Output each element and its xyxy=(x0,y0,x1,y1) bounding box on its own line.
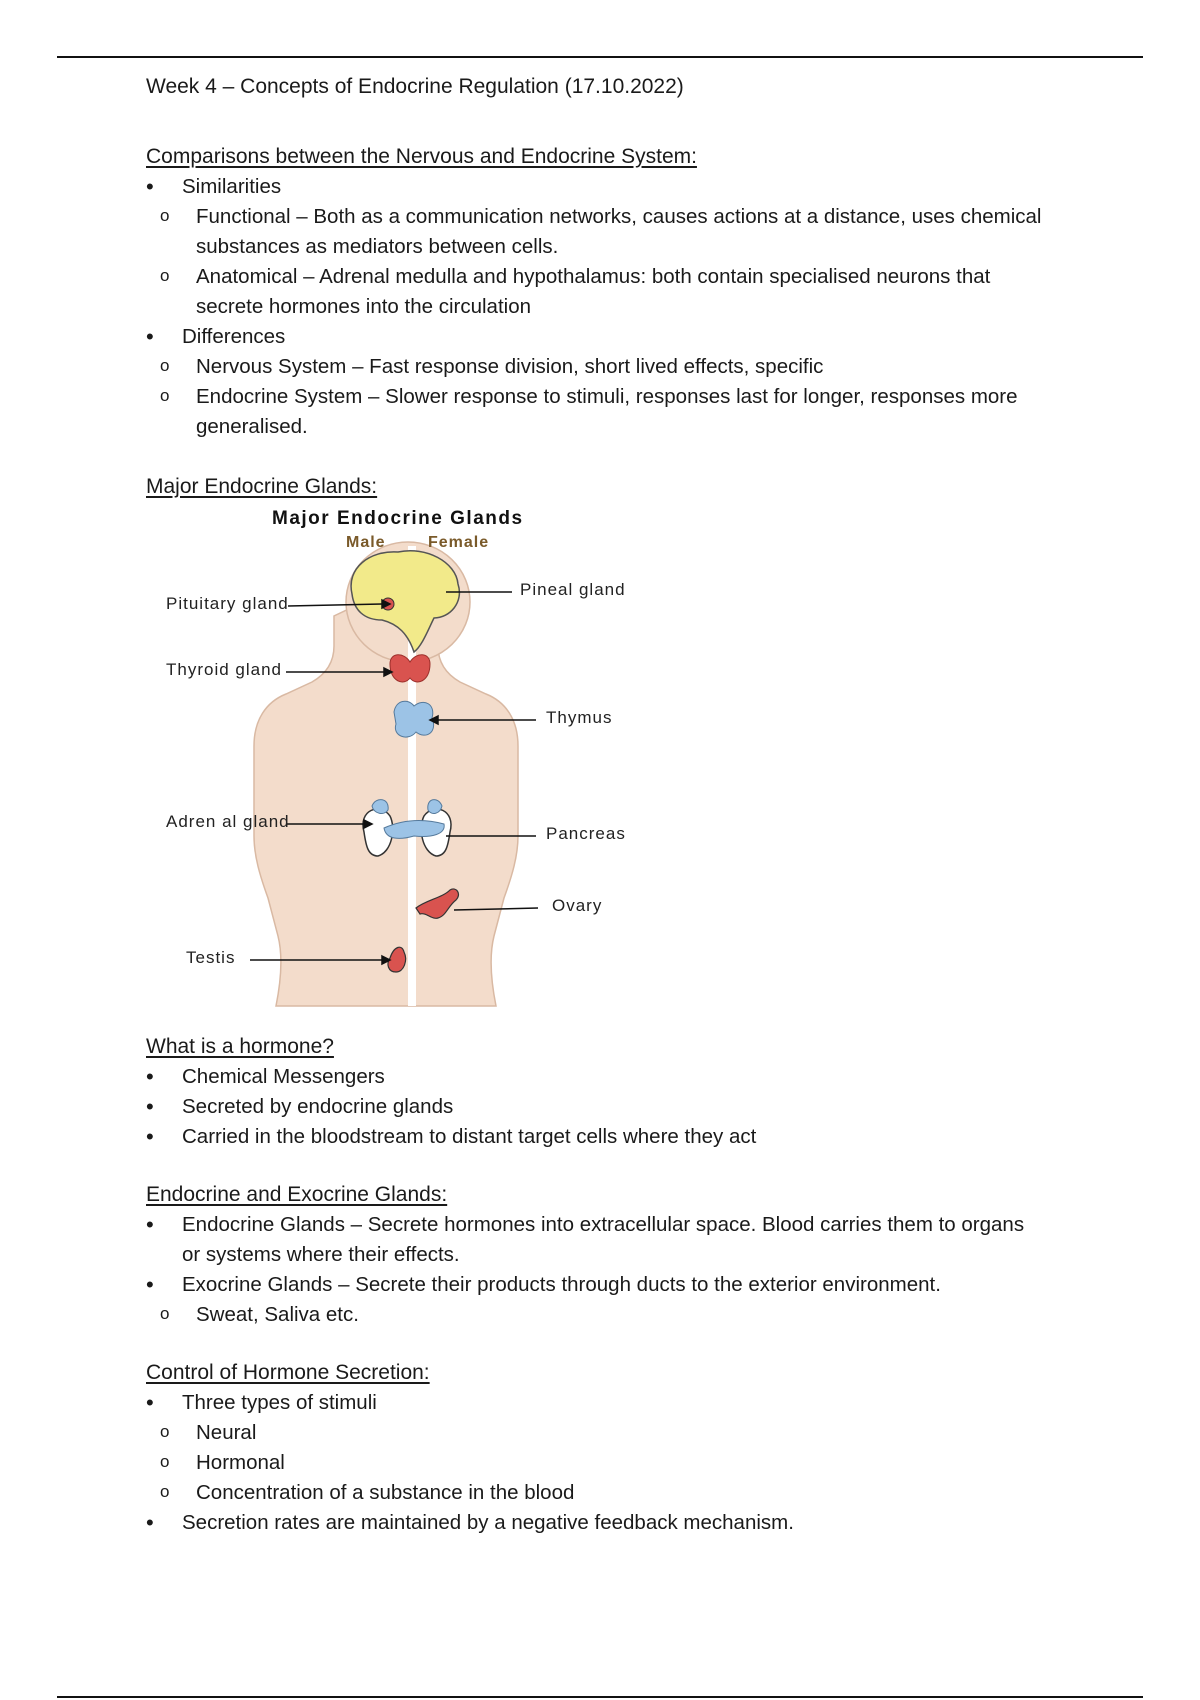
heading-control: Control of Hormone Secretion: xyxy=(146,1361,430,1384)
list-item: • Three types of stimuli xyxy=(146,1388,1046,1418)
list-item: o Hormonal xyxy=(146,1448,1046,1478)
list-item: • Carried in the bloodstream to distant target cells where they act xyxy=(146,1122,1046,1152)
label-pituitary: Pituitary gland xyxy=(166,594,289,613)
exocrine-list xyxy=(146,1210,1046,1330)
label-testis: Testis xyxy=(186,948,236,967)
document-page xyxy=(146,72,1046,1538)
list-item: • Similarities xyxy=(146,172,1046,202)
figure-title: Major Endocrine Glands xyxy=(272,508,524,529)
label-pancreas: Pancreas xyxy=(546,824,626,843)
figure-label-male: Male xyxy=(346,534,386,551)
control-list xyxy=(146,1388,1046,1538)
label-thyroid: Thyroid gland xyxy=(166,660,283,679)
heading-hormone: What is a hormone? xyxy=(146,1035,334,1058)
comparisons-list xyxy=(146,172,1046,442)
list-item: o Neural xyxy=(146,1418,1046,1448)
label-adrenal: Adren al gland xyxy=(166,812,290,831)
list-item: • Endocrine Glands – Secrete hormones into extracellular space. Blood carries them to organs or systems where their effects. xyxy=(146,1210,1046,1270)
hormone-list xyxy=(146,1062,1046,1152)
list-item: • Exocrine Glands – Secrete their products through ducts to the exterior environment. xyxy=(146,1270,1046,1300)
page-title: Week 4 – Concepts of Endocrine Regulation (17.10.2022) xyxy=(146,75,684,98)
figure-label-female: Female xyxy=(428,534,490,551)
endocrine-glands-figure xyxy=(146,506,706,1026)
list-item: o Concentration of a substance in the blood xyxy=(146,1478,1046,1508)
label-pineal: Pineal gland xyxy=(520,580,626,599)
heading-exocrine: Endocrine and Exocrine Glands: xyxy=(146,1183,448,1206)
bottom-rule xyxy=(57,1696,1143,1698)
list-item: o Functional – Both as a communication networks, causes actions at a distance, uses chemical substances as mediators between cells. xyxy=(146,202,1046,262)
list-item: o Nervous System – Fast response division, short lived effects, specific xyxy=(146,352,1046,382)
label-thymus: Thymus xyxy=(546,708,613,727)
list-item: • Differences xyxy=(146,322,1046,352)
list-item: • Chemical Messengers xyxy=(146,1062,1046,1092)
label-ovary: Ovary xyxy=(552,896,603,915)
thymus xyxy=(394,701,434,737)
list-item: • Secreted by endocrine glands xyxy=(146,1092,1046,1122)
list-item: • Secretion rates are maintained by a negative feedback mechanism. xyxy=(146,1508,1046,1538)
heading-glands: Major Endocrine Glands: xyxy=(146,475,378,498)
heading-comparisons: Comparisons between the Nervous and Endocrine System: xyxy=(146,145,697,168)
list-item: o Endocrine System – Slower response to stimuli, responses last for longer, responses more generalised. xyxy=(146,382,1046,442)
top-rule xyxy=(57,56,1143,58)
list-item: o Sweat, Saliva etc. xyxy=(146,1300,1046,1330)
list-item: o Anatomical – Adrenal medulla and hypothalamus: both contain specialised neurons that secrete hormones into the circulation xyxy=(146,262,1046,322)
